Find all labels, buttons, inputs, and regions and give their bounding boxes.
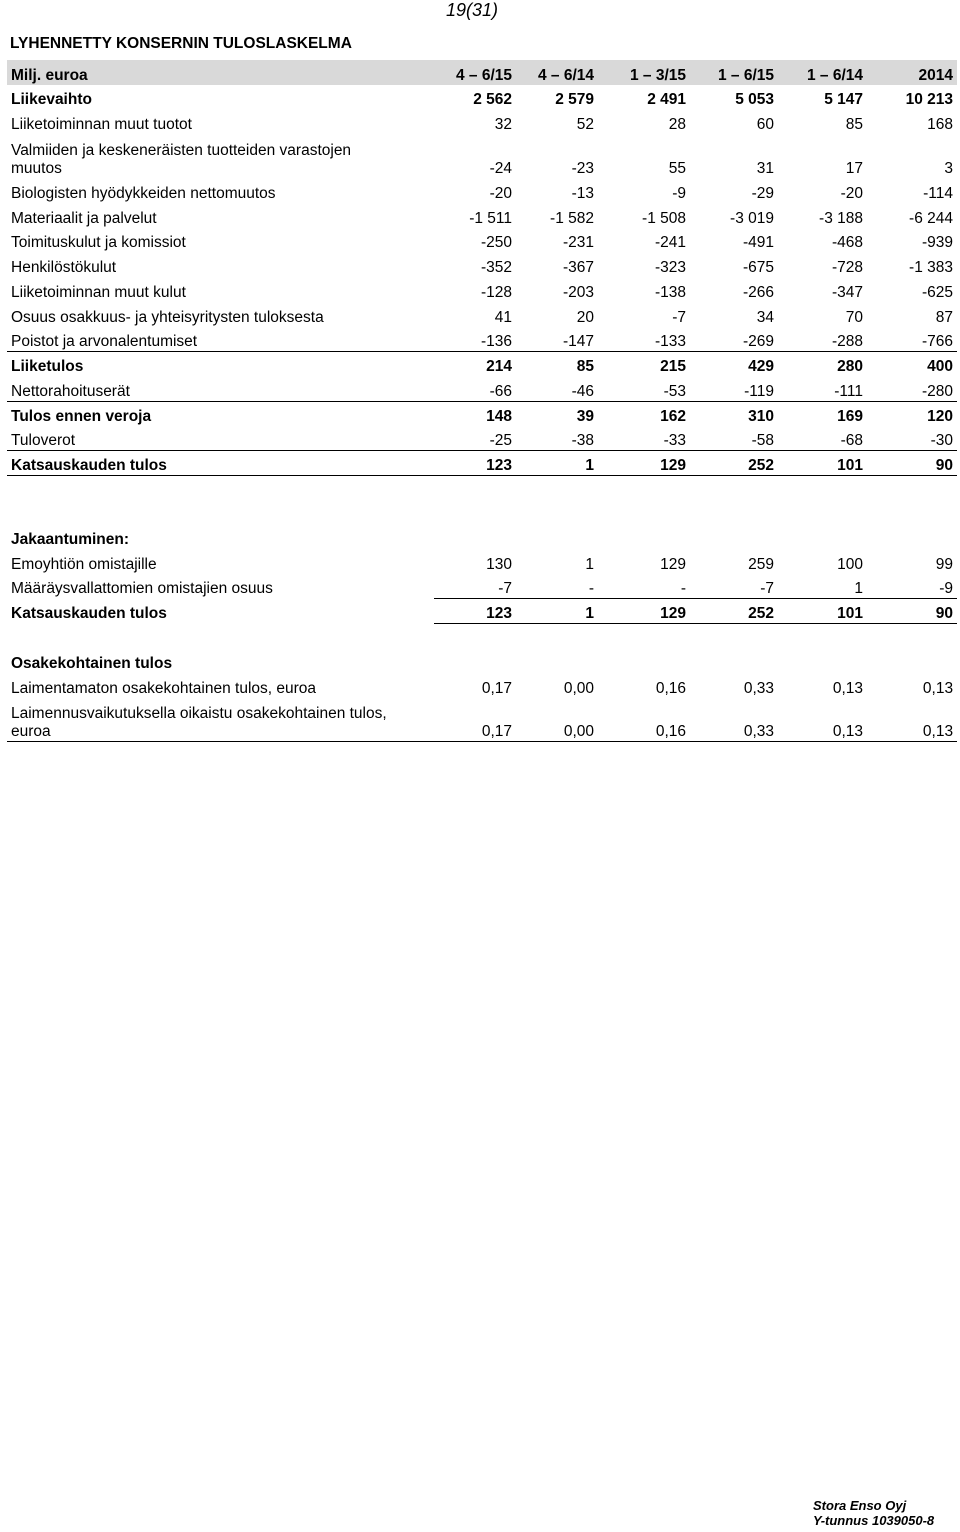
table-cell: 162: [660, 408, 686, 426]
table-cell: 34: [756, 308, 774, 326]
table-row: [7, 228, 957, 253]
table-cell: 5 053: [735, 91, 774, 109]
row-label: Liikevaihto: [11, 91, 92, 109]
table-cell: 2 562: [473, 91, 512, 109]
table-cell: -241: [654, 234, 686, 252]
table-cell: 0,33: [743, 679, 774, 697]
table-cell: -468: [831, 234, 863, 252]
table-cell: -66: [434, 376, 516, 401]
row-label: Biologisten hyödykkeiden nettomuutos: [11, 184, 276, 202]
section-heading-row: [7, 524, 957, 549]
table-cell: -766: [867, 327, 957, 352]
table-cell: 123: [434, 598, 516, 623]
table-cell: -231: [562, 234, 594, 252]
table-cell: 129: [598, 451, 690, 476]
table-cell: 252: [690, 598, 778, 623]
header-cell: Milj. euroa: [7, 60, 434, 85]
table-cell: 214: [486, 358, 512, 376]
table-cell: 0,13: [922, 679, 954, 697]
table-cell: 0,17: [481, 679, 512, 697]
table-cell: -280: [867, 376, 957, 401]
table-cell: -: [598, 574, 690, 599]
header-cell: 4 – 6/15: [434, 60, 516, 85]
page-number: 19(31): [446, 0, 499, 20]
table-cell: -114: [923, 184, 953, 202]
row-label: Toimituskulut ja komissiot: [11, 234, 186, 252]
table-row: [7, 302, 957, 327]
table-cell: 5 147: [824, 91, 863, 109]
row-label: Liiketoiminnan muut kulut: [11, 284, 186, 302]
table-cell: 99: [935, 555, 954, 573]
table-cell: -250: [480, 234, 512, 252]
table-row: [7, 574, 957, 599]
table-cell: -136: [434, 327, 516, 352]
table-cell: 148: [486, 408, 512, 426]
table-row: [7, 401, 957, 426]
row-label: Laimentamaton osakekohtainen tulos, euroa: [11, 679, 317, 697]
row-label: Materiaalit ja palvelut: [11, 209, 157, 227]
table-header-row: [7, 60, 957, 85]
table-row: [7, 598, 957, 623]
table-cell: -13: [571, 184, 594, 202]
table-row: [7, 134, 957, 178]
table-cell: 129: [598, 598, 690, 623]
table-cell: 101: [778, 451, 867, 476]
table-cell: 129: [660, 555, 686, 573]
statement-title: LYHENNETTY KONSERNIN TULOSLASKELMA: [10, 35, 352, 52]
table-cell: -352: [480, 259, 512, 277]
table-cell: 28: [668, 116, 686, 134]
table-cell: 2 491: [647, 91, 686, 109]
header-cell: 1 – 6/15: [690, 60, 778, 85]
table-cell: 310: [748, 408, 774, 426]
table-cell: 429: [748, 358, 774, 376]
row-label: Nettorahoituserät: [7, 376, 434, 401]
table-cell: 90: [867, 598, 957, 623]
table-cell: -203: [562, 284, 594, 302]
table-cell: 3: [944, 160, 953, 178]
row-label: Henkilöstökulut: [11, 259, 117, 277]
table-cell: -367: [562, 259, 594, 277]
table-row: [7, 178, 957, 203]
table-cell: 1: [516, 598, 598, 623]
table-cell: -323: [654, 259, 686, 277]
table-cell: 0,13: [778, 698, 867, 742]
table-cell: 0,00: [563, 679, 594, 697]
table-cell: 120: [927, 408, 953, 426]
table-cell: -288: [778, 327, 867, 352]
table-cell: -147: [516, 327, 598, 352]
table-cell: -7: [672, 308, 686, 326]
row-label: Määräysvallattomien omistajien osuus: [11, 580, 273, 598]
header-cell: 4 – 6/14: [516, 60, 598, 85]
table-cell: -23: [571, 160, 594, 178]
table-cell: 20: [576, 308, 594, 326]
table-cell: -7: [434, 574, 516, 599]
table-cell: 52: [576, 116, 594, 134]
table-cell: 87: [935, 308, 953, 326]
table-cell: 60: [756, 116, 774, 134]
table-cell: -1 508: [642, 209, 686, 227]
distribution-heading: Jakaantuminen:: [11, 530, 130, 548]
table-cell: 85: [845, 116, 863, 134]
table-cell: 169: [837, 408, 863, 426]
table-cell: 1: [516, 451, 598, 476]
table-cell: 32: [494, 116, 512, 134]
row-label: Emoyhtiön omistajille: [11, 555, 157, 573]
table-cell: 17: [845, 160, 863, 178]
table-row: [7, 352, 957, 377]
table-cell: 400: [927, 358, 953, 376]
table-row: [7, 451, 957, 476]
table-cell: -3 019: [730, 209, 774, 227]
table-cell: -133: [598, 327, 690, 352]
row-label: Poistot ja arvonalentumiset: [7, 327, 434, 352]
table-row: [7, 327, 957, 352]
table-cell: -625: [921, 284, 953, 302]
table-cell: 39: [576, 408, 594, 426]
table-row: [7, 673, 957, 698]
table-cell: -128: [480, 284, 512, 302]
row-label: Tuloverot: [7, 426, 434, 451]
row-label: Liiketoiminnan muut tuotot: [11, 116, 192, 134]
table-cell: 0,13: [832, 679, 863, 697]
distribution-table: [7, 524, 957, 624]
table-row: [7, 252, 957, 277]
table-row: [7, 277, 957, 302]
row-label: Laimennusvaikutuksella oikaistu osakekohtainen tulos, euroa: [7, 698, 434, 742]
table-cell: 10 213: [905, 91, 953, 109]
eps-heading: Osakekohtainen tulos: [11, 654, 173, 672]
table-cell: -25: [434, 426, 516, 451]
table-cell: -347: [831, 284, 863, 302]
table-cell: 0,00: [516, 698, 598, 742]
table-cell: -138: [654, 284, 686, 302]
table-cell: 85: [576, 358, 594, 376]
table-cell: -3 188: [819, 209, 863, 227]
table-cell: -111: [778, 376, 867, 401]
row-label: Osuus osakkuus- ja yhteisyritysten tuloksesta: [11, 308, 324, 326]
table-cell: -7: [690, 574, 778, 599]
table-cell: -1 582: [550, 209, 594, 227]
table-cell: 100: [837, 555, 863, 573]
table-cell: 55: [668, 160, 686, 178]
header-cell: 1 – 3/15: [598, 60, 690, 85]
table-cell: -491: [742, 234, 774, 252]
table-cell: -939: [921, 234, 953, 252]
table-cell: 101: [778, 598, 867, 623]
table-cell: -119: [690, 376, 778, 401]
table-cell: 90: [867, 451, 957, 476]
table-row: [7, 549, 957, 574]
header-cell: 2014: [867, 60, 957, 85]
business-id: Y-tunnus 1039050-8: [813, 1513, 935, 1528]
company-name: Stora Enso Oyj: [813, 1498, 907, 1513]
table-cell: 1: [585, 555, 594, 573]
income-statement-table: [7, 60, 957, 476]
table-row: [7, 698, 957, 742]
table-row: [7, 109, 957, 134]
table-cell: 0,33: [690, 698, 778, 742]
table-cell: -33: [598, 426, 690, 451]
table-cell: -58: [690, 426, 778, 451]
table-cell: 215: [660, 358, 686, 376]
company-footer: [813, 1498, 938, 1528]
table-row: [7, 203, 957, 228]
table-cell: -9: [672, 184, 686, 202]
table-cell: 0,16: [655, 679, 686, 697]
table-cell: -53: [598, 376, 690, 401]
table-cell: -6 244: [909, 209, 953, 227]
table-cell: -728: [831, 259, 863, 277]
table-cell: -24: [489, 160, 512, 178]
table-cell: 259: [748, 555, 774, 573]
table-cell: -: [516, 574, 598, 599]
table-cell: 31: [756, 160, 774, 178]
table-cell: -68: [778, 426, 867, 451]
eps-table: [7, 648, 957, 742]
table-cell: -1 511: [469, 209, 512, 227]
table-cell: 123: [434, 451, 516, 476]
table-row: [7, 85, 957, 110]
table-cell: 0,17: [434, 698, 516, 742]
row-label: Valmiiden ja keskeneräisten tuotteiden varastojen muutos: [11, 142, 352, 178]
table-cell: -20: [489, 184, 512, 202]
row-label: Katsauskauden tulos: [7, 451, 434, 476]
table-cell: -29: [751, 184, 774, 202]
table-cell: -38: [516, 426, 598, 451]
table-cell: 0,13: [867, 698, 957, 742]
row-label: Katsauskauden tulos: [11, 605, 167, 623]
table-cell: -30: [867, 426, 957, 451]
row-label: Tulos ennen veroja: [11, 408, 152, 426]
row-label: Liiketulos: [11, 358, 84, 376]
table-cell: -20: [840, 184, 863, 202]
table-cell: 280: [837, 358, 863, 376]
table-cell: 2 579: [555, 91, 594, 109]
table-cell: 41: [494, 308, 512, 326]
section-heading-row: [7, 648, 957, 673]
table-row: [7, 376, 957, 401]
table-cell: -266: [742, 284, 774, 302]
header-cell: 1 – 6/14: [778, 60, 867, 85]
table-cell: 1: [778, 574, 867, 599]
table-cell: 0,16: [598, 698, 690, 742]
table-cell: -1 383: [909, 259, 953, 277]
table-cell: -46: [516, 376, 598, 401]
table-row: [7, 426, 957, 451]
table-cell: 252: [690, 451, 778, 476]
table-cell: 130: [486, 555, 512, 573]
table-cell: 168: [927, 116, 953, 134]
table-cell: -9: [867, 574, 957, 599]
table-cell: 70: [845, 308, 863, 326]
table-cell: -675: [742, 259, 774, 277]
table-cell: -269: [690, 327, 778, 352]
